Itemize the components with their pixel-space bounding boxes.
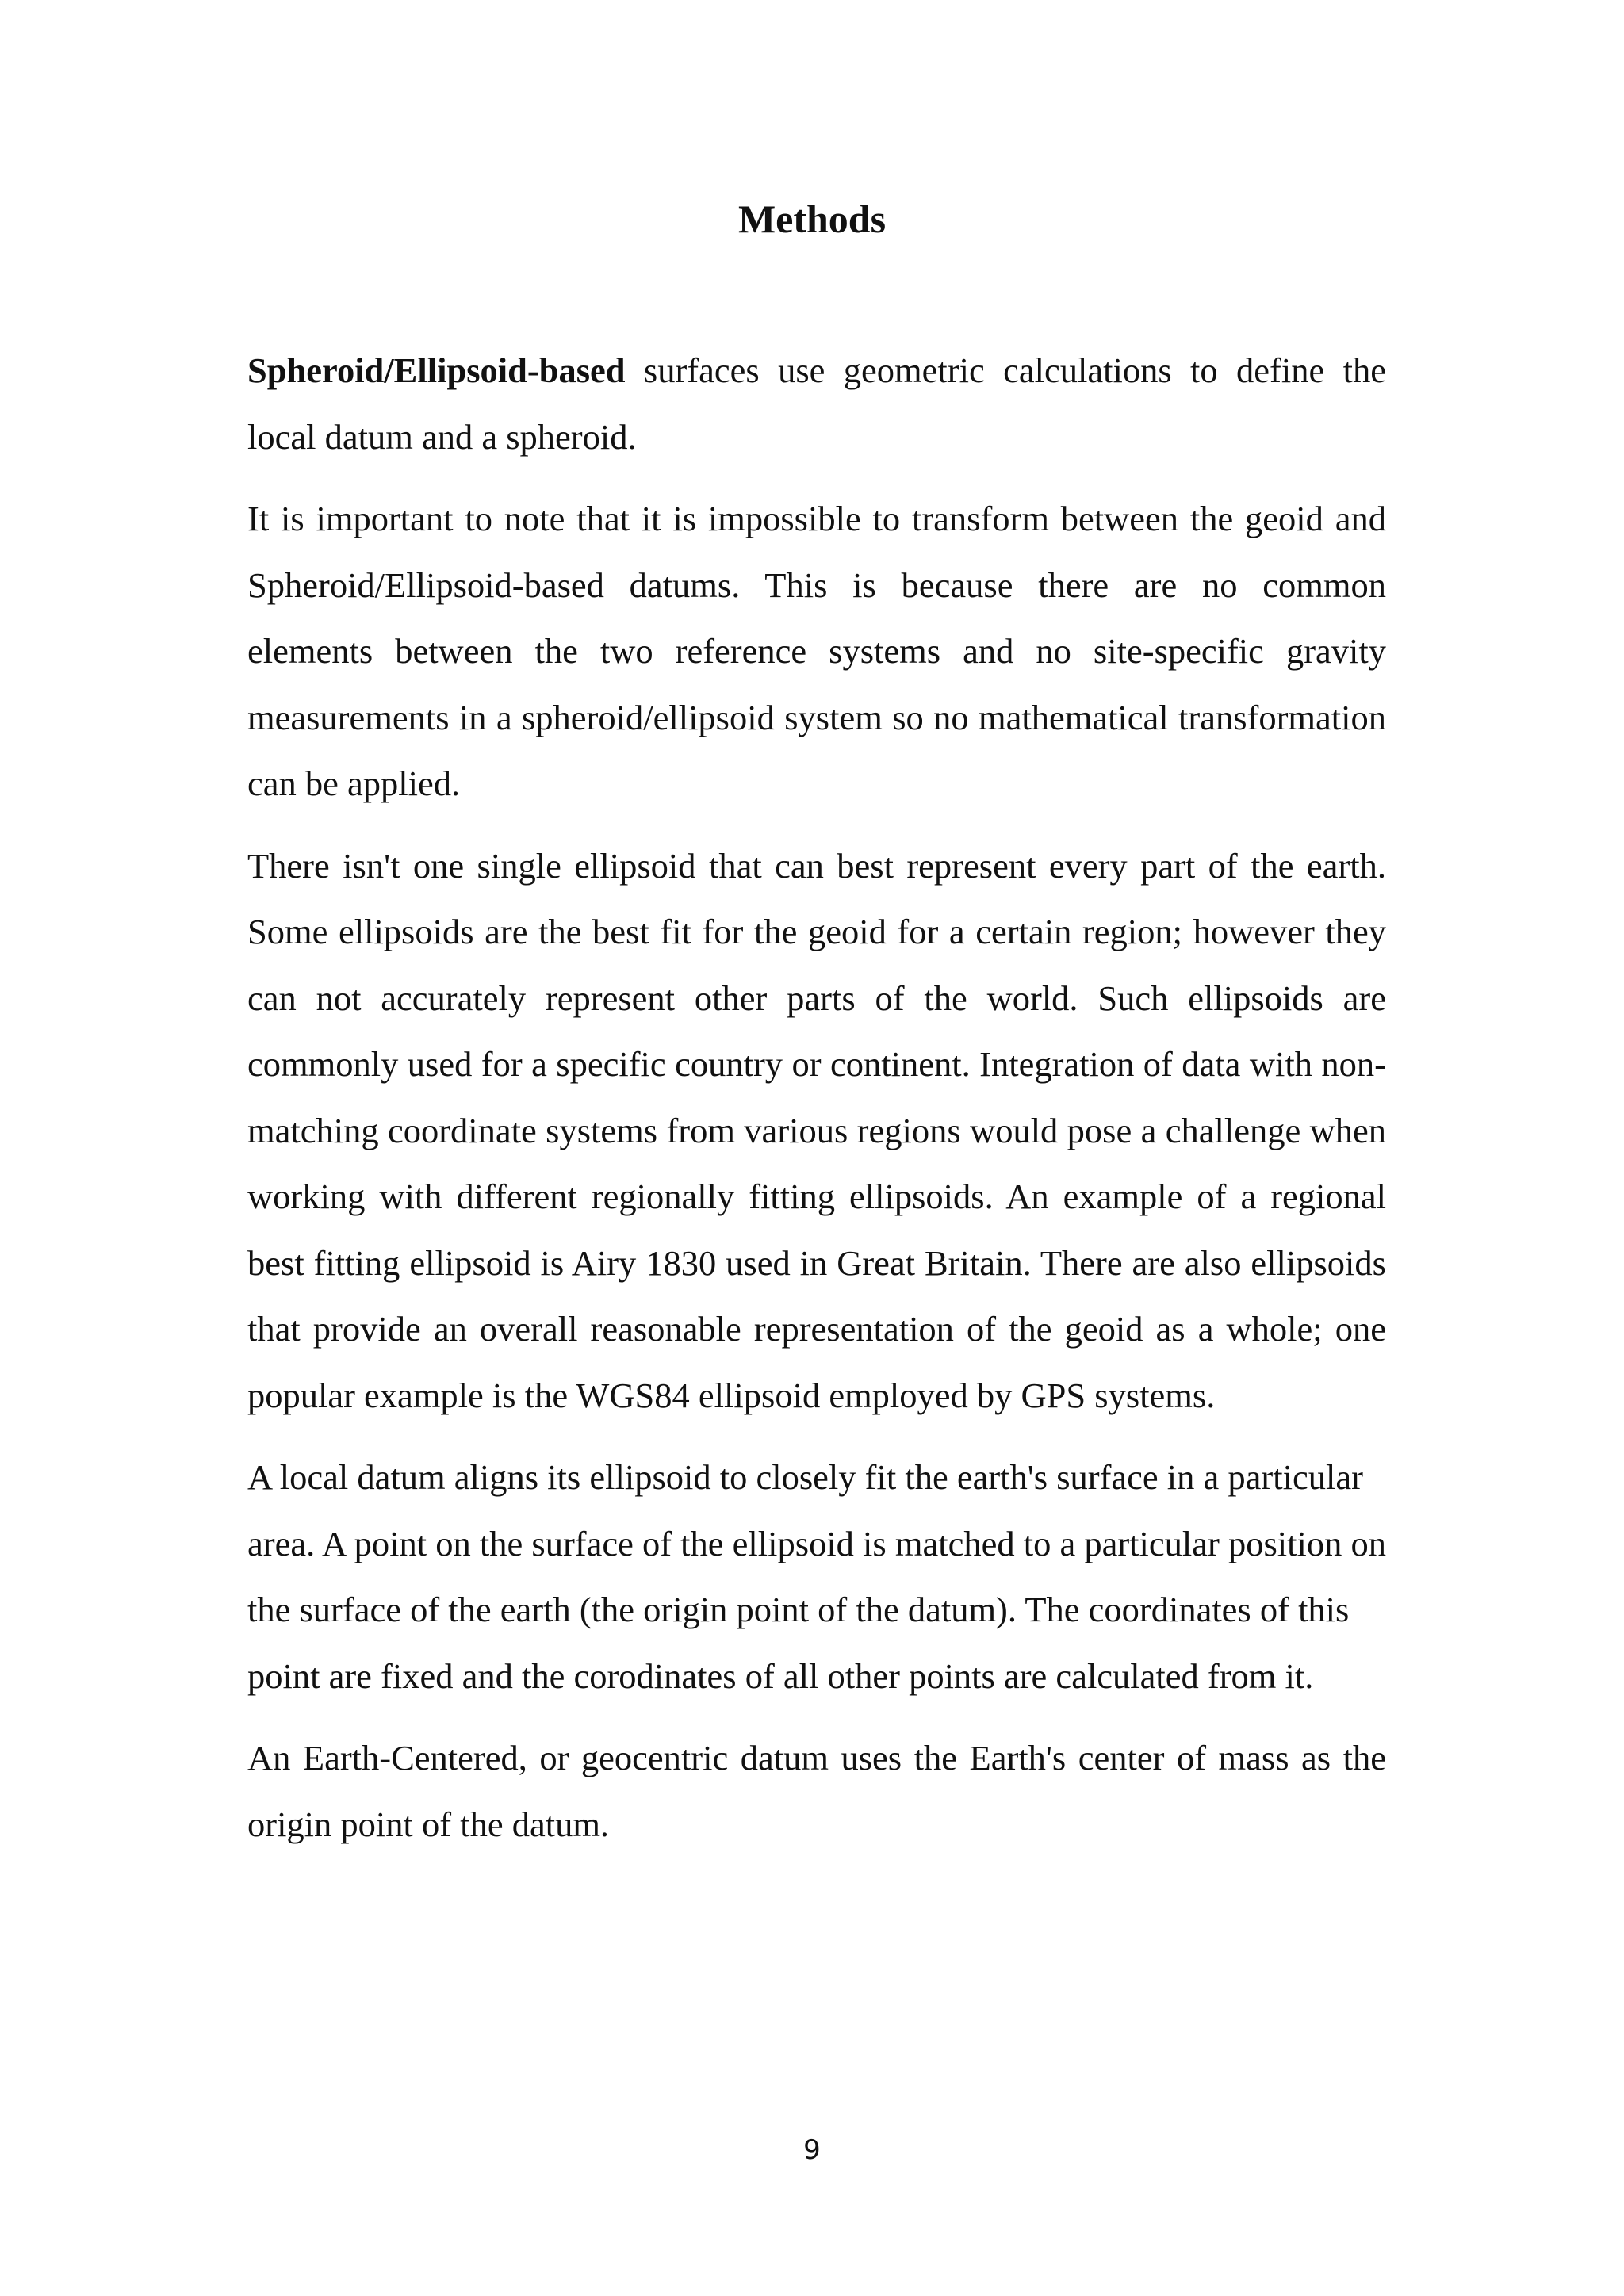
paragraph-text: An Earth-Centered, or geocentric datum uses the Earth's center of mass as the origin point of the datum. bbox=[247, 1738, 1386, 1844]
paragraph-text: There isn't one single ellipsoid that can best represent every part of the earth. Some ellipsoids are the best fit for the geoid for a certain region; however they can not accurately represent other parts of the world. Such ellipsoids are commonly used for a specific country or continent. Integration of data with non-matching coordinate systems from various regions would pose a challenge when working with different regionally fitting ellipsoids. An example of a regional best fitting ellipsoid is Airy 1830 used in Great Britain. There are also ellipsoids that provide an overall reasonable representation of the geoid as a whole; one popular example is the WGS84 ellipsoid employed by GPS systems. bbox=[247, 845, 1386, 1415]
paragraph-regional-ellipsoids bbox=[247, 833, 1386, 1429]
paragraph-text: surfaces use geometric calculations to define the local datum and a spheroid. bbox=[247, 350, 1386, 457]
paragraph-text: It is important to note that it is impossible to transform between the geoid and Spheroid/Ellipsoid-based datums. This is because there are no common elements between the two reference systems and no site-specific gravity measurements in a spheroid/ellipsoid system so no mathematical transformation can be applied. bbox=[247, 499, 1386, 803]
paragraph-transformation-note bbox=[247, 486, 1386, 817]
paragraph-spheroid-definition bbox=[247, 338, 1386, 470]
page-title: Methods bbox=[737, 197, 887, 241]
bold-term: Spheroid/Ellipsoid-based bbox=[247, 350, 626, 390]
body-text bbox=[247, 338, 1386, 1873]
page-number: 9 bbox=[803, 2134, 821, 2166]
paragraph-text: A local datum aligns its ellipsoid to closely fit the earth's surface in a particular area. A point on the surface of the ellipsoid is matched to a particular position on the surface of the earth (the origin point of the datum). The coordinates of this point are fixed and the corodinates of all other points are calculated from it. bbox=[247, 1457, 1386, 1696]
paragraph-local-datum bbox=[247, 1445, 1386, 1709]
paragraph-geocentric-datum bbox=[247, 1725, 1386, 1858]
